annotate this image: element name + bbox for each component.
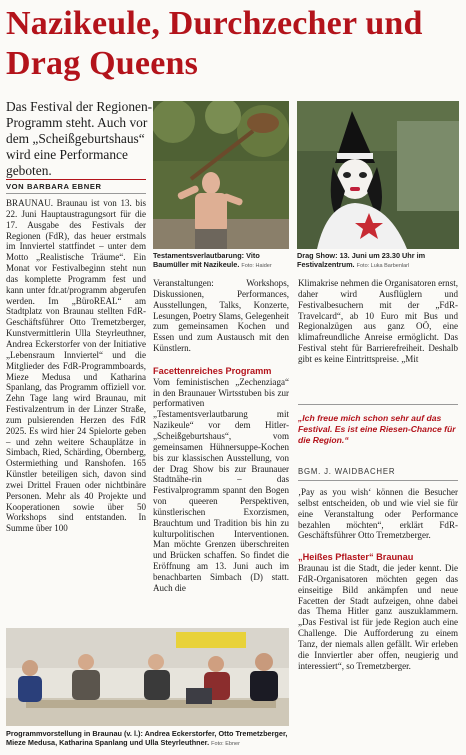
pull-quote-signature: BGM. J. WAIDBACHER <box>298 467 396 476</box>
byline-rule <box>6 179 146 180</box>
column-2-text: Vom feministischen „Zechenziaga“ in den Braunauer Wirtsstuben bis zur performativen „Testamentsverlautbarung mit Nazikeule“ vor dem Hitler-„Scheißgeburtshaus“, vom gemeinsamen Hühnersuppe-Kochen bis zur klassischen Ausstellung, von der Drag Show bis zur Braunauer Stadtnähe-rin – das Festivalprogramm spannt den Bogen von queeren Perspektiven, künstlerischen Exorzismen, Brauchtum und Tradition bis hin zu kulturpolitischen Interventionen. Man möchte Grenzen überschreiten und Brücken schaffen. So findet die Eröffnung am 13. Juni auch im benachbarten Simbach (D) statt. Auch die <box>153 376 289 593</box>
photo-3-credit: Foto: Ebner <box>211 741 240 747</box>
byline-rule-bottom <box>6 193 146 194</box>
photo-testament-performance <box>153 101 289 249</box>
photo-testament-image <box>153 101 289 249</box>
subheading-heisses-pflaster: „Heißes Pflaster“ Braunau <box>298 552 414 563</box>
byline: VON BARBARA EBNER <box>6 182 102 191</box>
photo-presentation-image <box>6 628 289 726</box>
photo-2-caption <box>297 251 459 271</box>
subheading-facettenreich: Facettenreiches Programm <box>153 365 272 376</box>
pull-quote: „Ich freue mich schon sehr auf das Festival. Es ist eine Riesen-Chance für die Region.“ <box>298 413 456 445</box>
quote-rule-bottom <box>298 480 458 481</box>
photo-3-caption-text: Programmvorstellung in Braunau (v. l.): Andrea Eckerstorfer, Otto Tremetzberger, Mieze Medusa, Katharina Spanlang und Ulla Steyrleuthner. <box>6 729 288 747</box>
column-3-text-3: Braunau ist die Stadt, die jeder kennt. Die FdR-Organisatoren möchten gegen das einseitige Bild ankämpfen und neue Facetten der Stadt aufzeigen, ohne dabei das Thema Hitler ganz auszuklammern. „Das Festival ist für jede Region auch eine Challenge. Die Aufforderung zu einem Tanz, der niemals allen gefällt. Wir erleben die Innviertler aber offen, neugierig und interessiert“, so Tremetzberger. <box>298 563 458 671</box>
photo-drag-show <box>297 101 459 249</box>
quote-rule-top <box>298 404 458 405</box>
article-headline: Nazikeule, Durchzecher und Drag Queens <box>6 5 423 82</box>
photo-3-caption <box>6 729 289 749</box>
photo-1-credit: Foto: Haider <box>241 263 272 269</box>
photo-1-caption <box>153 251 289 271</box>
article-column-2 <box>153 278 289 594</box>
column-3-text: Klimakrise nehmen die Organisatoren ernst, daher wird Ausflüglern und Festivalbesuchern mit der „FdR-Travelcard“, ab 10 Euro mit Bus und Regionalzügen aus ganz OÖ, eine klimafreundliche Anreise ermöglicht. Das Festival steht für Barrierefreiheit. Deshalb gibt es keine Eintrittspreise. „Mit <box>298 278 458 364</box>
photo-2-caption-text: Drag Show: 13. Juni um 23.30 Uhr im Festivalzentrum. <box>297 251 426 269</box>
photo-1-caption-text: Testamentsverlautbarung: Vito Baumüller mit Nazikeule. <box>153 251 260 269</box>
article-column-1 <box>6 198 146 534</box>
column-1-text: BRAUNAU. Braunau ist von 13. bis 22. Juni Hauptaustragungsort für die 17. Ausgabe des Festivals der Regionen (FdR), das heuer erstmals im Innviertel stattfindet – unter dem Motto „Realistische Träume“. Ein Monat vor Festivalbeginn steht nun das komplette Programm fest und kann unter fdr.at/programm abgerufen werden. Im „BüroREAL“ am Stadtplatz von Braunau stellten FdR-Geschäftsführer Otto Tremetzberger, Kunstvermittlerin Ulla Steyrleuthner, Andrea Eckerstorfer von der Initiative „Lebensraum Innviertel“ und die Mitglieder des FdR-Programmboards, Mieze Medusa und Katharina Spanlang, das Programm offiziell vor. Zehn Tage lang wird Braunau, mit Festivalzentrum in der Linzer Straße, zum pulsierenden Herzen des FdR 2025. Es wird hier 24 Spielorte geben – und zehn weitere Schauplätze in Simbach, Ried, Schärding, Obernberg, Ostermiething und Ranshofen. 165 Künstler beteiligen sich, davon sind zwei Drittel Frauen oder nichtbinäre Personen. Mehr als 40 Projekte und Kooperationen sowie über 50 Workshops sind entstanden. In Summe über 100 <box>6 198 146 534</box>
column-2-intro: Veranstaltungen: Workshops, Diskussionen, Performances, Ausstellungen, Talks, Konzerte, Lesungen, Poetry Slams, Gelegenheit zum gemeinsamen Kochen und Essen und zum Austausch mit den Künstlern. <box>153 278 289 354</box>
photo-program-presentation <box>6 628 289 726</box>
photo-2-credit: Foto: Luka Barbenlarl <box>356 263 410 269</box>
column-3-text-2: ‚Pay as you wish‘ können die Besucher selbst entscheiden, ob und wie viel sie für eine Veranstaltung oder Performance bezahlen möchten“, erklärt FdR-Geschäftsführer Otto Tremetzberger. <box>298 487 458 541</box>
photo-drag-image <box>297 101 459 249</box>
article-column-3 <box>298 278 458 365</box>
article-column-3-continued <box>298 487 458 672</box>
article-lead: Das Festival der Regionen-Programm steht. Auch vor dem „Scheißgeburtshaus“ wird eine Performance geboten. <box>6 99 153 178</box>
